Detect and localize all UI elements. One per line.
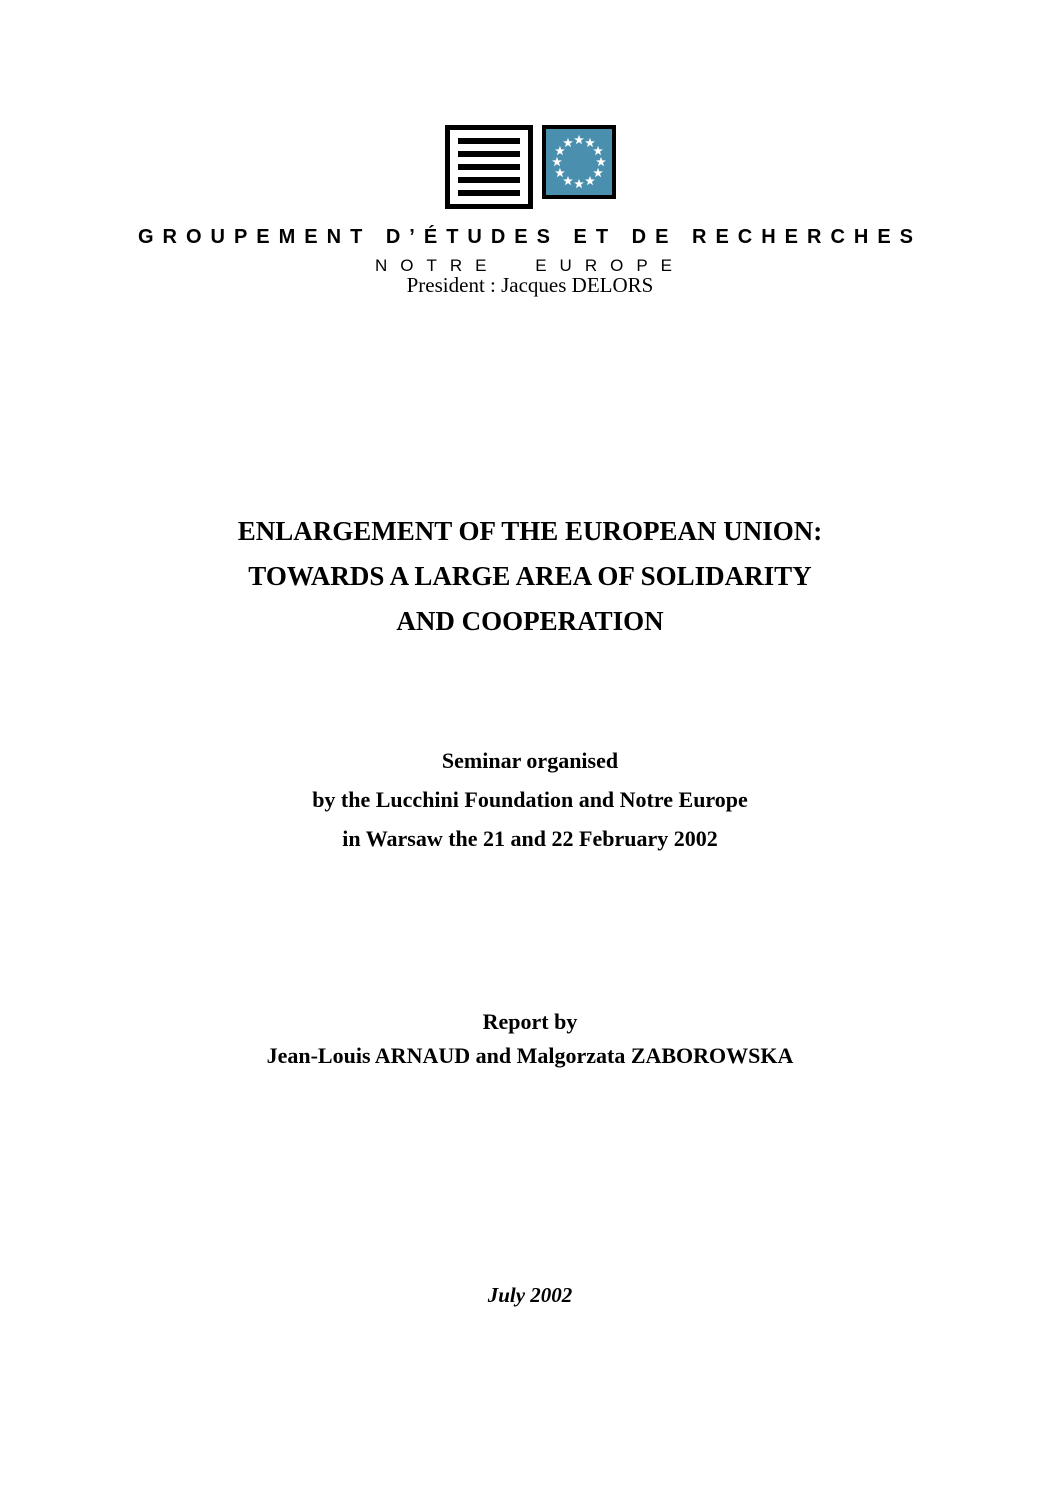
document-line xyxy=(458,151,520,157)
document-line xyxy=(458,138,520,144)
seminar-line-2: by the Lucchini Foundation and Notre Europe xyxy=(312,787,748,812)
publication-date: July 2002 xyxy=(487,1283,573,1307)
notre-europe-logo xyxy=(0,125,1060,209)
president-line: President : Jacques DELORS xyxy=(406,273,654,297)
organisation-subtitle: NOTRE EUROPE xyxy=(374,256,686,275)
document-line xyxy=(458,177,520,183)
document-lines-icon xyxy=(445,125,533,209)
document-line xyxy=(458,190,520,196)
seminar-line-3: in Warsaw the 21 and 22 February 2002 xyxy=(342,826,718,851)
eu-stars-icon xyxy=(542,125,616,199)
organisation-name: GROUPEMENT D’ÉTUDES ET DE RECHERCHES xyxy=(137,226,923,248)
document-line xyxy=(458,164,520,170)
report-credits xyxy=(0,1005,1060,1073)
seminar-description xyxy=(0,741,1060,858)
document-title xyxy=(0,509,1060,644)
title-line-3: AND COOPERATION xyxy=(396,606,664,636)
title-line-1: ENLARGEMENT OF THE EUROPEAN UNION: xyxy=(237,516,823,546)
report-by-label: Report by xyxy=(482,1009,578,1034)
report-authors: Jean-Louis ARNAUD and Malgorzata ZABOROWSKA xyxy=(266,1043,794,1068)
seminar-line-1: Seminar organised xyxy=(441,748,619,773)
title-line-2: TOWARDS A LARGE AREA OF SOLIDARITY xyxy=(248,561,812,591)
